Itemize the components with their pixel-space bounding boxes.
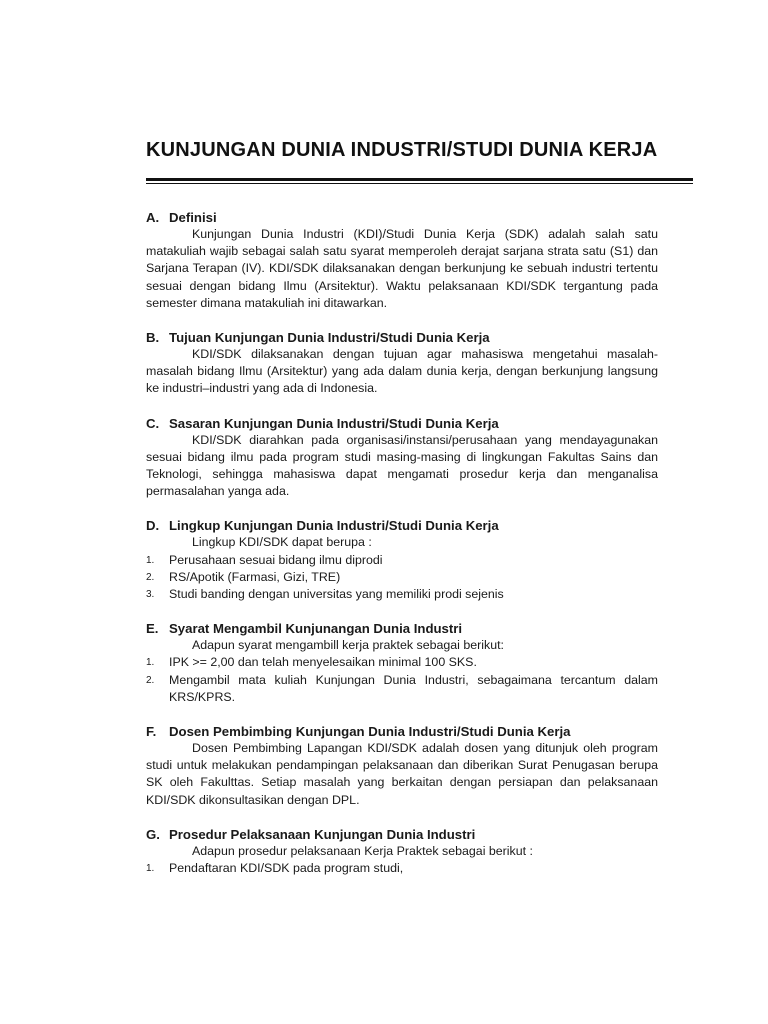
section-title: Tujuan Kunjungan Dunia Industri/Studi Dunia Kerja	[169, 330, 490, 346]
document-page	[146, 136, 658, 877]
list-item	[146, 672, 658, 706]
section-heading	[146, 209, 658, 226]
section-prosedur	[146, 826, 658, 877]
list-text: Studi banding dengan universitas yang memiliki prodi sejenis	[169, 587, 504, 602]
list-number: 1.	[146, 863, 155, 875]
section-lead: Lingkup KDI/SDK dapat berupa :	[192, 535, 372, 550]
section-letter: G.	[146, 826, 160, 842]
section-definisi	[146, 209, 658, 312]
list-number: 1.	[146, 657, 155, 669]
list-item	[146, 654, 658, 671]
rule-thin-line	[146, 183, 693, 184]
section-heading	[146, 329, 658, 346]
section-letter: B.	[146, 330, 160, 346]
section-heading	[146, 620, 658, 637]
section-paragraph: KDI/SDK dilaksanakan dengan tujuan agar mahasiswa mengetahui masalah-masalah bidang Ilmu (Arsitektur) yang ada dalam dunia kerja, dengan berkunjung langsung ke industri–industri yang ada di Indonesia.	[146, 347, 658, 396]
section-paragraph: Kunjungan Dunia Industri (KDI)/Studi Dunia Kerja (SDK) adalah salah satu matakuliah wajib sebagai salah satu syarat memperoleh derajat sarjana strata satu (S1) dan Sarjana Terapan (IV). KDI/SDK dilaksanakan dengan berkunjung ke sebuah industri tertentu sesuai dengan bidang Ilmu (Arsitektur). Waktu pelaksanaan KDI/SDK tergantung pada semester dimana matakuliah ini ditawarkan.	[146, 227, 658, 310]
section-tujuan	[146, 329, 658, 398]
section-lingkup	[146, 517, 658, 603]
list-text: Pendaftaran KDI/SDK pada program studi,	[169, 861, 404, 876]
section-lead: Adapun prosedur pelaksanaan Kerja Praktek sebagai berikut :	[192, 843, 533, 858]
list-text: Perusahaan sesuai bidang ilmu diprodi	[169, 552, 383, 567]
list-number: 2.	[146, 571, 155, 583]
section-lead: Adapun syarat mengambill kerja praktek sebagai berikut:	[192, 638, 504, 653]
section-paragraph: KDI/SDK diarahkan pada organisasi/instansi/perusahaan yang mendayagunakan sesuai bidang ilmu pada program studi masing-masing di lingkungan Fakultas Sains dan Teknologi, sehingga mahasiswa dapat mengamati prosedur kerja dan menganalisa permasalahan yanga ada.	[146, 432, 658, 499]
section-title: Prosedur Pelaksanaan Kunjungan Dunia Industri	[169, 826, 476, 842]
section-heading	[146, 415, 658, 432]
section-letter: F.	[146, 724, 157, 740]
numbered-list	[146, 552, 658, 604]
section-title: Syarat Mengambil Kunjunangan Dunia Industri	[169, 621, 463, 637]
page-title: KUNJUNGAN DUNIA INDUSTRI/STUDI DUNIA KERJA	[146, 139, 658, 161]
section-title: Lingkup Kunjungan Dunia Industri/Studi Dunia Kerja	[169, 518, 499, 534]
list-text: RS/Apotik (Farmasi, Gizi, TRE)	[169, 569, 341, 584]
section-title: Dosen Pembimbing Kunjungan Dunia Industri/Studi Dunia Kerja	[169, 724, 571, 740]
title-double-rule	[146, 178, 693, 184]
section-letter: A.	[146, 210, 160, 225]
list-item	[146, 552, 658, 569]
list-text: IPK >= 2,00 dan telah menyelesaikan minimal 100 SKS.	[169, 655, 477, 670]
list-number: 1.	[146, 554, 155, 566]
list-item	[146, 569, 658, 586]
section-sasaran	[146, 415, 658, 501]
section-letter: C.	[146, 415, 160, 431]
rule-thick-line	[146, 178, 693, 181]
list-number: 3.	[146, 589, 155, 601]
list-item	[146, 860, 658, 877]
section-heading	[146, 517, 658, 534]
section-title: Definisi	[169, 210, 217, 225]
section-title: Sasaran Kunjungan Dunia Industri/Studi Dunia Kerja	[169, 415, 499, 431]
list-item	[146, 586, 658, 603]
numbered-list	[146, 654, 658, 706]
list-text: Mengambil mata kuliah Kunjungan Dunia Industri, sebagaimana tercantum dalam KRS/KPRS.	[169, 672, 658, 704]
section-letter: E.	[146, 621, 159, 637]
section-letter: D.	[146, 518, 160, 534]
section-syarat	[146, 620, 658, 706]
section-heading	[146, 723, 658, 740]
section-paragraph: Dosen Pembimbing Lapangan KDI/SDK adalah dosen yang ditunjuk oleh program studi untuk melakukan pendampingan pelaksanaan dan diberikan Surat Penugasan berupa SK oleh Fakulttas. Setiap masalah yang berkaitan dengan persiapan dan pelaksanaan KDI/SDK dikonsultasikan dengan DPL.	[146, 741, 658, 807]
section-heading	[146, 826, 658, 843]
list-number: 2.	[146, 674, 155, 686]
section-dosen-pembimbing	[146, 723, 658, 809]
numbered-list	[146, 860, 658, 877]
